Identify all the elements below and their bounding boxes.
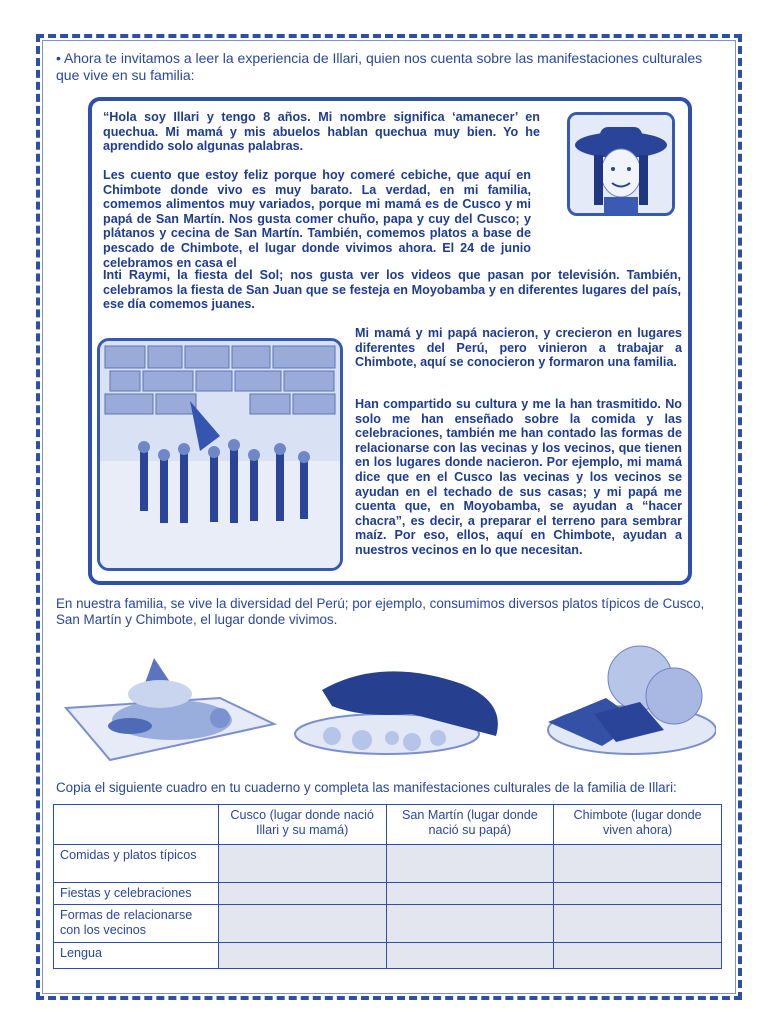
table-cell [554,883,722,905]
table-header-row [54,805,722,845]
intro-text: • Ahora te invitamos a leer la experiencia de Illari, quien nos cuenta sobre las manifestaciones culturales que vive en su familia: [56,50,703,83]
table-cell [218,845,386,883]
table-instruction: Copia el siguiente cuadro en tu cuaderno y completa las manifestaciones culturales de la familia de Illari: [56,780,677,795]
cuy-dish-image [292,662,510,758]
row-label-formas: Formas de relacionarse con los vecinos [54,905,219,943]
cebiche-dish-image [60,646,280,764]
illari-portrait-image [567,112,675,216]
table-cell [554,845,722,883]
table-cell [218,943,386,969]
table-header-san-martin: San Martín (lugar donde nació su papá) [386,805,554,845]
row-label-fiestas: Fiestas y celebraciones [54,883,219,905]
table-header-cusco: Cusco (lugar donde nació Illari y su mamá) [218,805,386,845]
diversity-paragraph: En nuestra familia, se vive la diversidad del Perú; por ejemplo, consumimos diversos platos típicos de Cusco, San Martín y Chimbote, el lugar donde vivimos. [56,596,705,627]
story-paragraph-3: Mi mamá y mi papá nacieron, y crecieron en lugares diferentes del Perú, pero vinieron a trabajar a Chimbote, aquí se conocieron y formaron una familia. [355,326,682,370]
table-row [54,883,722,905]
table-header-empty [54,805,219,845]
juanes-dish-image [536,640,716,760]
story-paragraph-4: Han compartido su cultura y me la han trasmitido. No solo me han enseñado sobre la comida y las celebraciones, también me han contado las formas de relacionarse con las vecinas y los vecinos, que tienen en los lugares donde nacieron. Por ejemplo, mi mamá dice que en el Cusco las vecinas y los vecinos se ayudan en el techado de sus casas; y mi papá me cuenta que, en Moyobamba, se ayudan a “hacer chacra”, es decir, a preparar el terreno para sembrar maíz. Por eso, ellos, aquí en Chimbote, ayudan a nuestros vecinos en lo que necesitan. [355,397,682,557]
row-label-comidas: Comidas y platos típicos [54,845,219,883]
table-cell [386,883,554,905]
table-row [54,905,722,943]
story-paragraph-1: “Hola soy Illari y tengo 8 años. Mi nombre significa ‘amanecer’ en quechua. Mi mamá y mis abuelos hablan quechua muy bien. Yo he aprendido solo algunas palabras. [103,110,540,154]
table-cell [386,845,554,883]
table-cell [218,883,386,905]
table-cell [218,905,386,943]
table-row [54,845,722,883]
table-cell [554,905,722,943]
table-header-chimbote: Chimbote (lugar donde viven ahora) [554,805,722,845]
inti-raymi-photo [97,338,343,571]
table-cell [386,943,554,969]
story-paragraph-2: Les cuento que estoy feliz porque hoy comeré cebiche, que aquí en Chimbote donde vivo es muy barato. La verdad, en mi familia, comemos alimentos muy variados, porque mi mamá es de Cusco y mi papá de San Martín. Nos gusta comer chuño, papa y cuy del Cusco; y plátanos y cecina de San Martín. También, comemos platos a base de pescado de Chimbote, el lugar donde vivimos ahora. El 24 de junio celebramos en casa el [103,168,531,270]
culture-table [53,804,722,969]
table-cell [386,905,554,943]
row-label-lengua: Lengua [54,943,219,969]
story-paragraph-2b: Inti Raymi, la fiesta del Sol; nos gusta ver los videos que pasan por televisión. También, celebramos la fiesta de San Juan que se festeja en Moyobamba y en diferentes lugares del país, ese día comemos juanes. [103,268,681,312]
table-cell [554,943,722,969]
table-row [54,943,722,969]
